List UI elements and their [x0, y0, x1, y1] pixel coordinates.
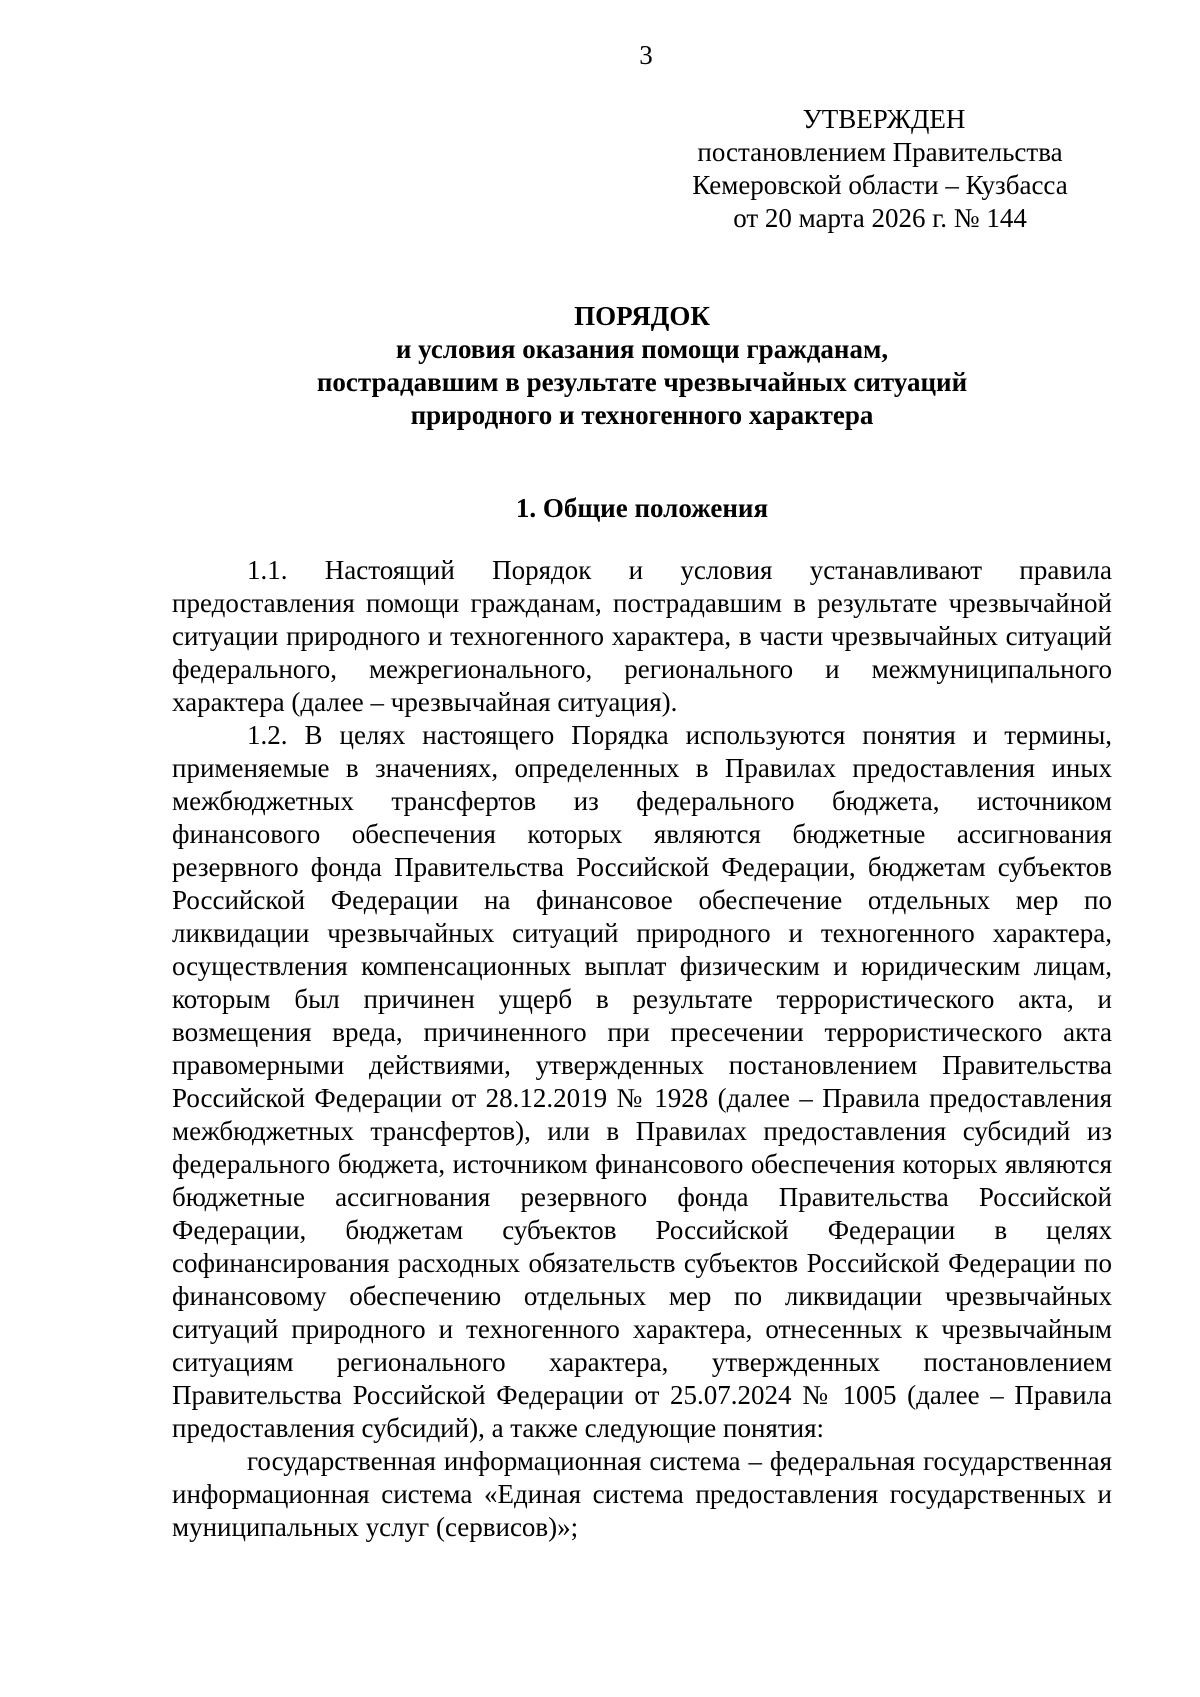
paragraph-1-1: 1.1. Настоящий Порядок и условия устанавливают правила предоставления помощи гражданам, пострадавшим в результате чрезвычайной ситуации природного и техногенного характера, в части чрезвычайных ситуаций федерального, межрегионального, регионального и межмуниципального характера (далее – чрезвычайная ситуация). [172, 555, 1112, 717]
section-heading: 1. Общие положения [515, 493, 769, 523]
document-title-line-2: пострадавшим в результате чрезвычайных ситуаций [316, 367, 968, 397]
approval-block [660, 103, 1100, 235]
approval-title: УТВЕРЖДЕН [802, 104, 966, 134]
page-number: 3 [639, 40, 653, 70]
document-title-line-1: и условия оказания помощи гражданам, [395, 334, 889, 364]
document-title [172, 300, 1112, 432]
approval-line-2: Кемеровской области – Кузбасса [692, 170, 1068, 200]
approval-date-line: от 20 марта 2026 г. № 144 [733, 203, 1027, 233]
approval-line-1: постановлением Правительства [697, 137, 1063, 167]
definition-paragraph: государственная информационная система – федеральная государственная информационная система «Единая система предоставления государственных и муниципальных услуг (сервисов)»; [172, 1446, 1112, 1542]
document-title-main: ПОРЯДОК [574, 301, 710, 331]
document-title-line-3: природного и техногенного характера [410, 400, 874, 430]
section-body [172, 554, 1112, 1544]
paragraph-1-2: 1.2. В целях настоящего Порядка используются понятия и термины, применяемые в значениях, определенных в Правилах предоставления иных межбюджетных трансфертов из федерального бюджета, источником финансового обеспечения которых являются бюджетные ассигнования резервного фонда Правительства Российской Федерации, бюджетам субъектов Российской Федерации на финансовое обеспечение отдельных мер по ликвидации чрезвычайных ситуаций природного и техногенного характера, осуществления компенсационных выплат физическим и юридическим лицам, которым был причинен ущерб в результате террористического акта, и возмещения вреда, причиненного при пресечении террористического акта правомерными действиями, утвержденных постановлением Правительства Российской Федерации от 28.12.2019 № 1928 (далее – Правила предоставления межбюджетных трансфертов), или в Правилах предоставления субсидий из федерального бюджета, источником финансового обеспечения которых являются бюджетные ассигнования резервного фонда Правительства Российской Федерации, бюджетам субъектов Российской Федерации в целях софинансирования расходных обязательств субъектов Российской Федерации по финансовому обеспечению отдельных мер по ликвидации чрезвычайных ситуаций природного и техногенного характера, отнесенных к чрезвычайным ситуациям регионального характера, утвержденных постановлением Правительства Российской Федерации от 25.07.2024 № 1005 (далее – Правила предоставления субсидий), а также следующие понятия: [172, 720, 1112, 1443]
